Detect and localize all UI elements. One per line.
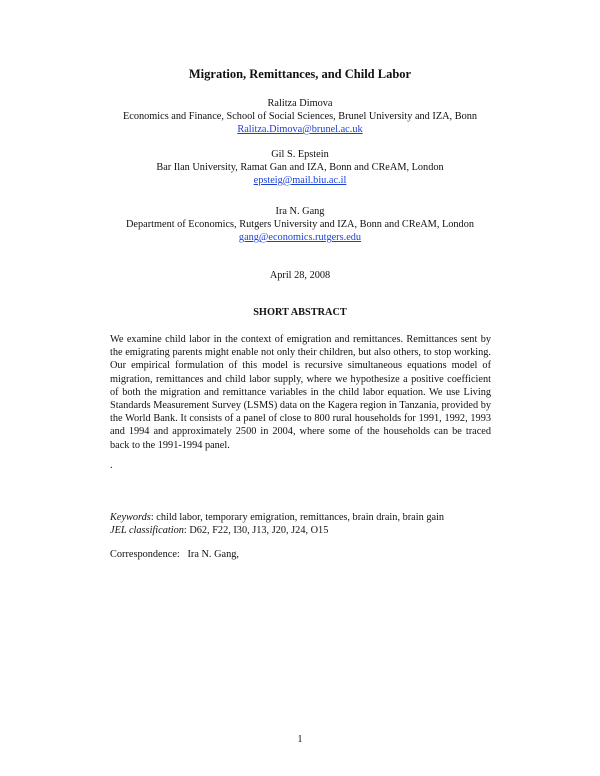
keywords-text: : child labor, temporary emigration, remittances, brain drain, brain gain	[150, 512, 445, 523]
author-name: Ira N. Gang	[275, 206, 325, 217]
author-block-2	[0, 148, 600, 187]
author-email-link[interactable]: gang@economics.rutgers.edu	[238, 232, 362, 243]
correspondence: Correspondence: Ira N. Gang,	[110, 549, 239, 560]
author-name: Ralitza Dimova	[267, 98, 333, 109]
paper-title: Migration, Remittances, and Child Labor	[188, 67, 412, 81]
author-block-1	[0, 97, 600, 136]
keywords-block	[110, 511, 510, 537]
author-block-3	[0, 205, 600, 244]
abstract-body	[110, 333, 491, 452]
author-affiliation: Department of Economics, Rutgers University and IZA, Bonn and CReAM, London	[125, 219, 475, 230]
author-email-link[interactable]: epsteig@mail.biu.ac.il	[253, 175, 347, 186]
jel-label: JEL classification	[110, 525, 184, 536]
keywords-line	[110, 511, 510, 524]
author-affiliation: Bar Ilan University, Ramat Gan and IZA, Bonn and CReAM, London	[156, 162, 444, 173]
paper-date: April 28, 2008	[269, 270, 331, 281]
abstract-heading: SHORT ABSTRACT	[253, 307, 347, 318]
keywords-label: Keywords	[110, 512, 151, 523]
jel-line	[110, 524, 510, 537]
author-affiliation: Economics and Finance, School of Social Sciences, Brunel University and IZA, Bonn	[122, 111, 478, 122]
author-email-link[interactable]: Ralitza.Dimova@brunel.ac.uk	[237, 124, 363, 135]
abstract-trailing-dot: .	[110, 460, 113, 471]
author-name: Gil S. Epstein	[271, 149, 329, 160]
jel-text: : D62, F22, I30, J13, J20, J24, O15	[183, 525, 329, 536]
abstract-paragraph: We examine child labor in the context of emigration and remittances. Remittances sent by the emigrating parents might enable not only their children, but also others, to stop working. Our empirical formulation of this model is recursive simultaneous equations model of migration, remittances and child labor supply, where we hypothesize a positive coefficient of both the migration and remittance variables in the child labor equation. We use Living Standards Measurement Survey (LSMS) data on the Kagera region in Tanzania, provided by the World Bank. It consists of a panel of close to 800 rural households for 1991, 1992, 1993 and 1994 and approximately 2500 in 2004, where some of the households can be traced back to the 1991-1994 panel.	[110, 334, 491, 451]
page-number: 1	[297, 734, 303, 745]
